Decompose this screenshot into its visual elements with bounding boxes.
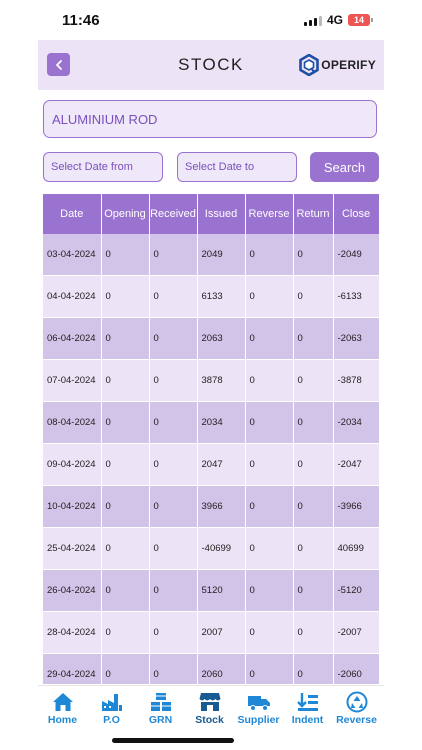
- table-cell: 0: [245, 276, 293, 318]
- table-body: [43, 234, 379, 684]
- table-cell: 6133: [197, 276, 245, 318]
- table-cell: 0: [101, 486, 149, 528]
- table-cell: 07-04-2024: [43, 360, 101, 402]
- nav-home[interactable]: [38, 691, 87, 726]
- stock-table: [43, 194, 379, 684]
- phone-screen: [38, 0, 384, 750]
- table-cell: -2034: [333, 402, 379, 444]
- table-cell: 0: [293, 402, 333, 444]
- table-cell: 0: [149, 276, 197, 318]
- nav-label-indent: Indent: [291, 714, 324, 726]
- table-cell: 0: [101, 612, 149, 654]
- table-cell: 0: [149, 612, 197, 654]
- table-row[interactable]: [43, 486, 379, 528]
- table-row[interactable]: [43, 654, 379, 685]
- recycle-icon: [345, 691, 369, 713]
- nav-label-stock: Stock: [195, 714, 224, 726]
- indent-icon: [296, 691, 320, 713]
- boxes-icon: [149, 691, 173, 713]
- table-cell: 03-04-2024: [43, 234, 101, 276]
- table-cell: 0: [293, 654, 333, 685]
- table-cell: 06-04-2024: [43, 318, 101, 360]
- stock-table-container[interactable]: [43, 194, 379, 684]
- table-row[interactable]: [43, 402, 379, 444]
- table-cell: -2007: [333, 612, 379, 654]
- logo-text: OPERIFY: [321, 58, 376, 72]
- table-cell: 0: [293, 360, 333, 402]
- table-cell: 0: [293, 528, 333, 570]
- table-cell: 0: [245, 318, 293, 360]
- table-row[interactable]: [43, 570, 379, 612]
- status-bar: [38, 0, 384, 40]
- table-cell: 2034: [197, 402, 245, 444]
- nav-label-home: Home: [47, 714, 78, 726]
- home-icon: [51, 691, 75, 713]
- table-cell: -3878: [333, 360, 379, 402]
- table-cell: 29-04-2024: [43, 654, 101, 685]
- table-cell: -2049: [333, 234, 379, 276]
- table-cell: 0: [293, 276, 333, 318]
- table-cell: 2060: [197, 654, 245, 685]
- table-row[interactable]: [43, 360, 379, 402]
- table-cell: 0: [245, 486, 293, 528]
- table-row[interactable]: [43, 276, 379, 318]
- table-cell: 0: [101, 654, 149, 685]
- signal-icon: [304, 15, 322, 26]
- table-cell: 0: [149, 318, 197, 360]
- table-cell: 0: [245, 360, 293, 402]
- table-cell: 08-04-2024: [43, 402, 101, 444]
- table-cell: 0: [101, 318, 149, 360]
- status-indicators: [304, 13, 370, 27]
- nav-supplier[interactable]: [234, 691, 283, 726]
- table-cell: 0: [101, 570, 149, 612]
- table-cell: 0: [293, 444, 333, 486]
- nav-label-grn: GRN: [148, 714, 173, 726]
- nav-label-reverse: Reverse: [336, 714, 377, 726]
- table-cell: 0: [293, 486, 333, 528]
- table-cell: 0: [101, 360, 149, 402]
- table-cell: 28-04-2024: [43, 612, 101, 654]
- table-cell: 10-04-2024: [43, 486, 101, 528]
- nav-po[interactable]: [87, 691, 136, 726]
- table-cell: 0: [245, 612, 293, 654]
- table-cell: 2063: [197, 318, 245, 360]
- table-row[interactable]: [43, 612, 379, 654]
- table-cell: 0: [245, 528, 293, 570]
- table-cell: 04-04-2024: [43, 276, 101, 318]
- table-cell: 0: [245, 444, 293, 486]
- table-cell: -2060: [333, 654, 379, 685]
- table-row[interactable]: [43, 318, 379, 360]
- col-header-issued: Issued: [197, 194, 245, 234]
- col-header-received: Received: [149, 194, 197, 234]
- brand-logo: [299, 54, 376, 76]
- table-cell: 5120: [197, 570, 245, 612]
- table-row[interactable]: [43, 444, 379, 486]
- truck-icon: [247, 691, 271, 713]
- table-cell: 0: [293, 612, 333, 654]
- table-cell: 0: [101, 528, 149, 570]
- store-icon: [198, 691, 222, 713]
- table-cell: 3966: [197, 486, 245, 528]
- nav-indent[interactable]: [283, 691, 332, 726]
- table-cell: 0: [149, 654, 197, 685]
- home-indicator: [112, 738, 234, 743]
- table-cell: 0: [149, 486, 197, 528]
- table-cell: 0: [293, 318, 333, 360]
- table-cell: 0: [149, 234, 197, 276]
- table-cell: 0: [101, 402, 149, 444]
- search-button[interactable]: Search: [310, 152, 379, 182]
- app-header: [38, 40, 384, 90]
- factory-icon: [100, 691, 124, 713]
- operify-logo-icon: [299, 54, 319, 76]
- table-cell: 0: [149, 570, 197, 612]
- col-header-reverse: Reverse: [245, 194, 293, 234]
- table-row[interactable]: [43, 234, 379, 276]
- battery-icon: 14: [348, 14, 370, 26]
- table-cell: 3878: [197, 360, 245, 402]
- status-time: 11:46: [62, 12, 100, 29]
- nav-stock[interactable]: [185, 691, 234, 726]
- table-cell: 40699: [333, 528, 379, 570]
- table-cell: 0: [101, 444, 149, 486]
- table-cell: -6133: [333, 276, 379, 318]
- table-cell: 0: [149, 360, 197, 402]
- table-cell: 0: [101, 276, 149, 318]
- page-title: STOCK: [178, 55, 244, 74]
- col-header-return: Return: [293, 194, 333, 234]
- table-row[interactable]: [43, 528, 379, 570]
- col-header-date: Date: [43, 194, 101, 234]
- table-cell: 0: [245, 654, 293, 685]
- item-input[interactable]: [43, 100, 377, 138]
- table-cell: 0: [149, 528, 197, 570]
- table-cell: -2063: [333, 318, 379, 360]
- table-cell: 2047: [197, 444, 245, 486]
- date-to-input[interactable]: [177, 152, 297, 182]
- table-cell: -3966: [333, 486, 379, 528]
- table-cell: -40699: [197, 528, 245, 570]
- nav-grn[interactable]: [136, 691, 185, 726]
- table-cell: 0: [293, 234, 333, 276]
- col-header-close: Close: [333, 194, 379, 234]
- table-cell: -5120: [333, 570, 379, 612]
- table-cell: 0: [245, 234, 293, 276]
- table-cell: 0: [101, 234, 149, 276]
- col-header-opening: Opening: [101, 194, 149, 234]
- table-cell: 0: [293, 570, 333, 612]
- table-header-row: [43, 194, 379, 234]
- table-cell: -2047: [333, 444, 379, 486]
- table-cell: 26-04-2024: [43, 570, 101, 612]
- table-cell: 0: [245, 402, 293, 444]
- date-from-input[interactable]: [43, 152, 163, 182]
- network-label: 4G: [326, 13, 343, 27]
- table-cell: 09-04-2024: [43, 444, 101, 486]
- table-cell: 2049: [197, 234, 245, 276]
- table-cell: 2007: [197, 612, 245, 654]
- nav-label-supplier: Supplier: [237, 714, 280, 726]
- table-cell: 0: [245, 570, 293, 612]
- nav-reverse[interactable]: [332, 691, 381, 726]
- table-cell: 0: [149, 444, 197, 486]
- table-cell: 0: [149, 402, 197, 444]
- nav-label-po: P.O: [103, 714, 120, 726]
- table-cell: 25-04-2024: [43, 528, 101, 570]
